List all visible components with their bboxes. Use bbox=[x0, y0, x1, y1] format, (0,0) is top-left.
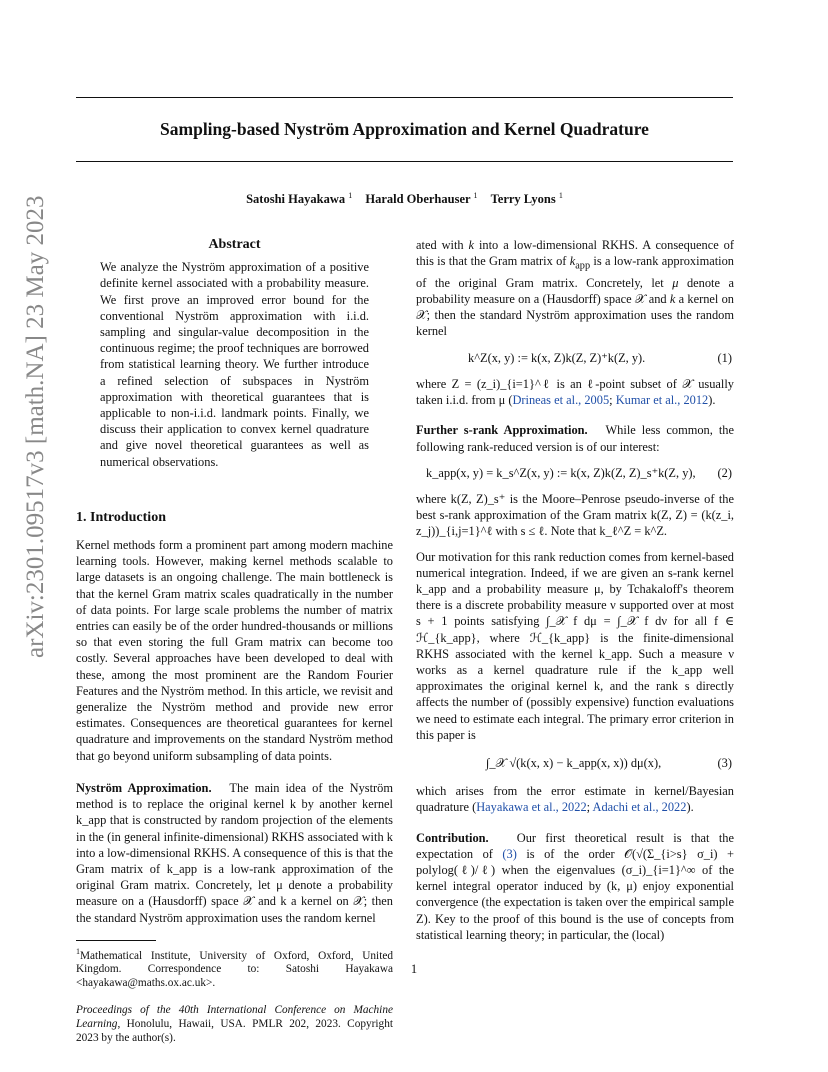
author-list bbox=[76, 191, 733, 207]
top-rule bbox=[76, 97, 733, 98]
equation-1: k^Z(x, y) := k(x, Z)k(Z, Z)⁺k(Z, y). (1) bbox=[468, 350, 732, 365]
title-rule bbox=[76, 161, 733, 162]
author-3: Terry Lyons $^1$ bbox=[490, 191, 563, 207]
right-column bbox=[416, 237, 734, 943]
abstract-text: We analyze the Nyström approximation of a positive definite kernel associated with a probability measure. We first prove an improved error bound for the conventional Nyström approximation with i.i.d. sampling and singular-value decomposition in the continuous regime; the proof techniques are borrowed from statistical learning theory. We further introduce a refined selection of subspaces in Nyström approximation with theoretical guarantees that is applicable to non-i.i.d. landmark points. Finally, we discuss their application to convex kernel quadrature and give novel theoretical guarantees as well as numerical observations. bbox=[100, 260, 369, 469]
footnote: $^1$Mathematical Institute, University of Oxford, Oxford, United Kingdom. Correspondence to: Satoshi Hayakawa <hayakawa@maths.ox.ac.uk>. bbox=[76, 946, 393, 990]
proceedings-note: Proceedings of the 40th International Conference on Machine Learning, Honolulu, Hawaii, USA. PMLR 202, 2023. Copyright 2023 by the author(s). bbox=[76, 1004, 393, 1045]
footnote-block bbox=[76, 940, 393, 1046]
nystrom-paragraph bbox=[76, 780, 393, 926]
srank-paragraph: Further s-rank Approximation. While less common, the following rank-reduced version is of our interest: bbox=[416, 423, 734, 454]
left-column bbox=[76, 237, 393, 1045]
eq3-ref[interactable]: (3) bbox=[502, 846, 517, 861]
equation-3: ∫_𝒳 √(k(x, x) − k_app(x, x)) dμ(x), (3) bbox=[486, 755, 732, 770]
after-eq1: where Z = (z_i)_{i=1}^ℓ is an ℓ-point subset of 𝒳 usually taken i.i.d. from μ (Drineas et al., 2005; Kumar et al., 2012). bbox=[416, 376, 734, 408]
nystrom-heading: Nyström Approximation. bbox=[76, 780, 212, 795]
intro-paragraph: Kernel methods form a prominent part among modern machine learning tools. However, making kernel methods scalable to large datasets is an ongoing challenge. The main bottleneck is that the kernel Gram matrix scales quadratically in the number of data points. For large scale problems the number of matrix entries can easily be of the order hundred-thousands or millions so that even storing the full Gram matrix can become too costly. Several approaches have been developed to deal with these, among the most prominent are the Random Fourier Features and the Nyström method. In this article, we revisit and generalize the Nyström method and provide new error estimates. Consequences are theoretical guarantees for kernel quadrature and improvements on the standard Nyström method that go beyond uniform subsampling of data points. bbox=[76, 538, 393, 763]
author-2: Harald Oberhauser $^1$ bbox=[365, 191, 478, 207]
motivation-paragraph: Our motivation for this rank reduction comes from kernel-based numerical integration. Indeed, if we are given an s-rank kernel k_app and a probability measure μ, by Tchakaloff's theorem there is a discrete probability measure ν supported over at most s + 1 points satisfying ∫_𝒳 f dμ = ∫_𝒳 f dν for all f ∈ ℋ_{k_app}, where ℋ_{k_app} is the finite-dimensional RKHS associated with the kernel k_app. Such a measure ν works as a kernel quadrature rule if the k_app well approximates the original kernel k, and the rank s directly affects the number of (possibly expensive) function evaluations we need to estimate each integral. The primary error criterion in this paper is bbox=[416, 549, 734, 742]
intro-heading: 1. Introduction bbox=[76, 509, 166, 525]
contribution-paragraph: Contribution. Our first theoretical result is that the expectation of (3) is of the order 𝒪(√(Σ_{i>s} σ_i) + polylog(ℓ)/ℓ) when the eigenvalues (σ_i)_{i=1}^∞ of the kernel integral operator induced by (k, μ) enjoy exponential convergence (the expectation is taken over the empirical sample Z). Key to the proof of this bound is the use of concepts from statistical learning theory; in particular, the (local) bbox=[416, 830, 734, 942]
srank-heading: Further s-rank Approximation. bbox=[416, 423, 588, 438]
equation-2: k_app(x, y) = k_s^Z(x, y) := k(x, Z)k(Z, Z)_s⁺k(Z, y), (2) bbox=[426, 465, 732, 480]
cite-drineas[interactable]: Drineas et al., 2005 bbox=[512, 393, 610, 408]
nystrom-text: The main idea of the Nyström method is to replace the original kernel k by another kernel k_app that is constructed by random projection of the elements in the (in general infinite-dimensional) RKHS associated with k into a low-dimensional RKHS. A consequence of this is that the Gram matrix of k_app is a low-rank approximation of the original Gram matrix. Concretely, let μ denote a probability measure on a (Hausdorff) space 𝒳 and k a kernel on 𝒳; then the standard Nyström approximation uses the random kernel bbox=[76, 780, 393, 925]
after-eq3: which arises from the error estimate in kernel/Bayesian quadrature (Hayakawa et al., 2022; Adachi et al., 2022). bbox=[416, 784, 734, 815]
footnote-rule bbox=[76, 940, 156, 941]
contribution-heading: Contribution. bbox=[416, 830, 489, 845]
cite-hayakawa[interactable]: Hayakawa et al., 2022 bbox=[476, 800, 587, 815]
cite-kumar[interactable]: Kumar et al., 2012 bbox=[615, 393, 709, 408]
page-number: 1 bbox=[410, 962, 418, 976]
cite-adachi[interactable]: Adachi et al., 2022 bbox=[592, 800, 687, 815]
author-1: Satoshi Hayakawa $^1$ bbox=[246, 191, 353, 207]
after-eq2: where k(Z, Z)_s⁺ is the Moore–Penrose pseudo-inverse of the best s-rank approximation of the Gram matrix k(Z, Z) = (k(z_i, z_j))_{i,j=1}^ℓ with s ≤ ℓ. Note that k_ℓ^Z = k^Z. bbox=[416, 491, 734, 539]
arxiv-stamp: arXiv:2301.09517v3 [math.NA] 23 May 2023 bbox=[22, 195, 49, 658]
abstract-heading: Abstract bbox=[208, 237, 261, 252]
nystrom-continued: ated with k into a low-dimensional RKHS. A consequence of this is that the Gram matrix of $k_{app}$ is a low-rank approximation of the original Gram matrix. Concretely, let μ denote a probability measure on a (Hausdorff) space 𝒳 and k a kernel on 𝒳; then the standard Nyström approximation uses the random kernel bbox=[416, 238, 734, 339]
paper-title: Sampling-based Nyström Approximation and Kernel Quadrature bbox=[160, 119, 649, 139]
